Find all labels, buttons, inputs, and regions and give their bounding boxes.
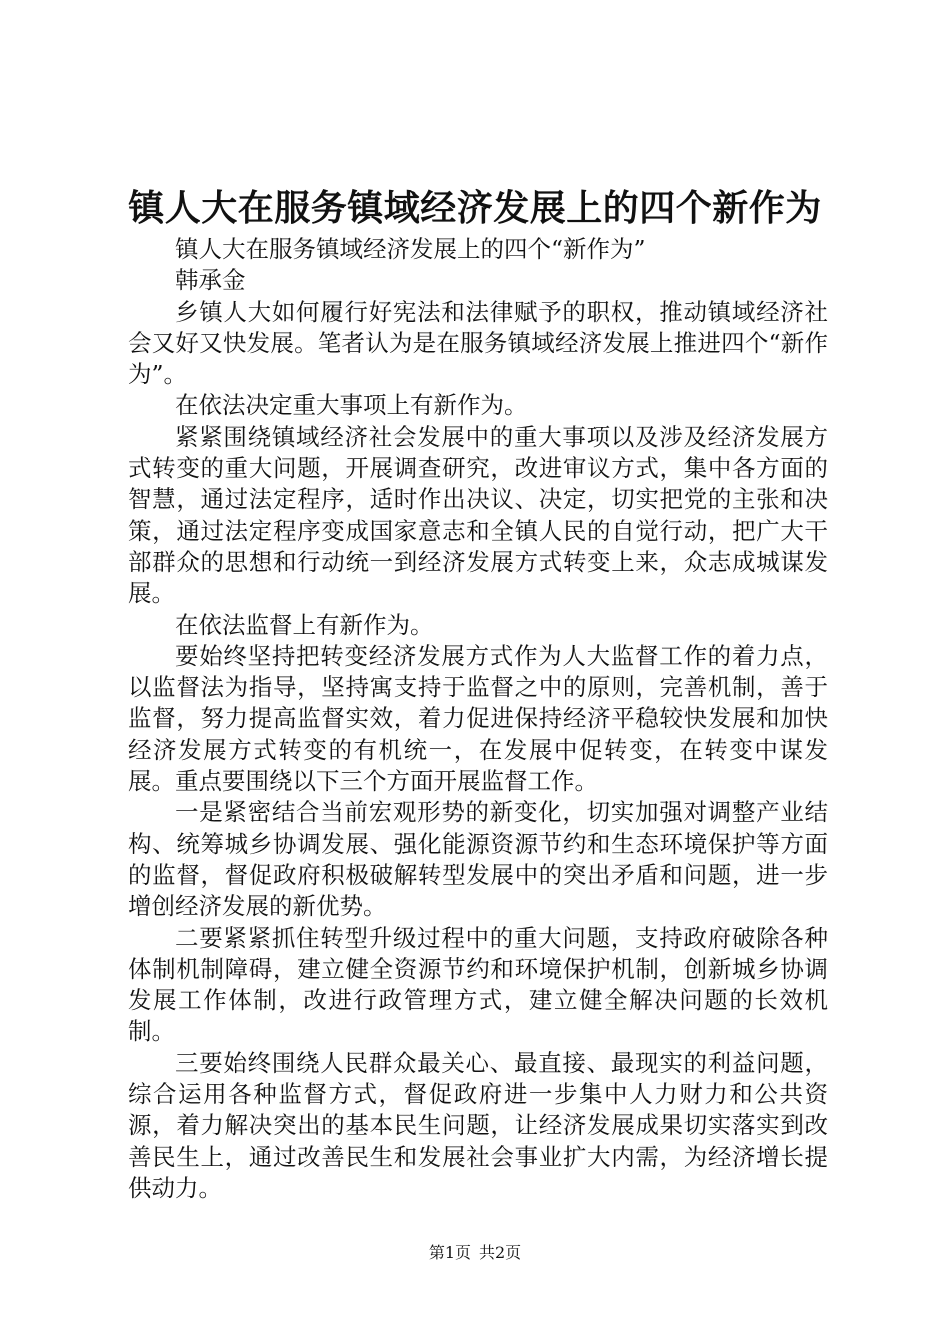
- body-paragraph: 二要紧紧抓住转型升级过程中的重大问题，支持政府破除各种体制机制障碍，建立健全资源节约和环境保护机制，创新城乡协调发展工作体制，改进行政管理方式，建立健全解决问题的长效机制。: [128, 923, 828, 1046]
- body-paragraph: 乡镇人大如何履行好宪法和法律赋予的职权，推动镇域经济社会又好又快发展。笔者认为是在服务镇域经济发展上推进四个“新作为”。: [128, 297, 828, 389]
- page-total: 共2页: [479, 1243, 522, 1262]
- subtitle-paragraph: 镇人大在服务镇域经济发展上的四个“新作为”: [175, 235, 646, 263]
- body-paragraph: 要始终坚持把转变经济发展方式作为人大监督工作的着力点，以监督法为指导，坚持寓支持于监督之中的原则，完善机制，善于监督，努力提高监督实效，着力促进保持经济平稳较快发展和加快经济发展方式转变的有机统一，在发展中促转变，在转变中谋发展。重点要围绕以下三个方面开展监督工作。: [128, 641, 828, 796]
- document-title: 镇人大在服务镇域经济发展上的四个新作为: [128, 187, 822, 229]
- author-paragraph: 韩承金: [175, 266, 246, 295]
- section-heading: 在依法决定重大事项上有新作为。: [175, 391, 528, 420]
- body-paragraph: 一是紧密结合当前宏观形势的新变化，切实加强对调整产业结构、统筹城乡协调发展、强化能源资源节约和生态环境保护等方面的监督，督促政府积极破解转型发展中的突出矛盾和问题，进一步增创经济发展的新优势。: [128, 798, 828, 921]
- page-footer: [0, 1243, 950, 1263]
- section-heading: 在依法监督上有新作为。: [175, 610, 434, 639]
- page-number: 第1页: [428, 1243, 471, 1262]
- body-paragraph: 三要始终围绕人民群众最关心、最直接、最现实的利益问题，综合运用各种监督方式，督促政府进一步集中人力财力和公共资源，着力解决突出的基本民生问题，让经济发展成果切实落实到改善民生上，通过改善民生和发展社会事业扩大内需，为经济增长提供动力。: [128, 1048, 828, 1202]
- document-body: [128, 234, 828, 1204]
- body-paragraph: 紧紧围绕镇域经济社会发展中的重大事项以及涉及经济发展方式转变的重大问题，开展调查研究，改进审议方式，集中各方面的智慧，通过法定程序，适时作出决议、决定，切实把党的主张和决策，通过法定程序变成国家意志和全镇人民的自觉行动，把广大干部群众的思想和行动统一到经济发展方式转变上来，众志成城谋发展。: [128, 422, 828, 608]
